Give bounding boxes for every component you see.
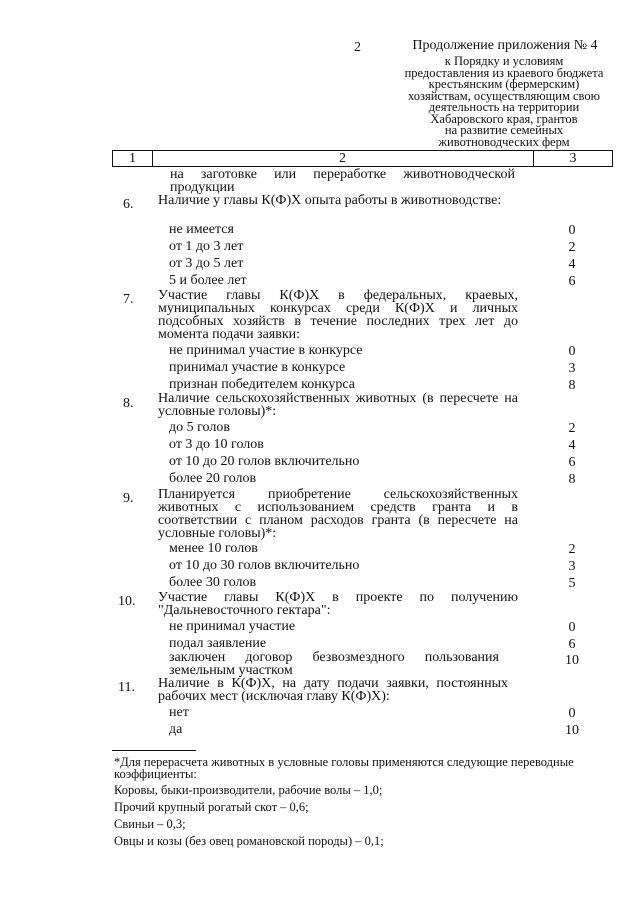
criterion-number: 7. (123, 292, 134, 307)
criterion-number: 11. (118, 680, 135, 695)
footnote-line: Прочий крупный рогатый скот – 0,6; (114, 800, 309, 814)
criterion-title: Наличие в К(Ф)Х, на дату подачи заявки, постоянных рабочих мест (исключая главу К(Ф)Х): (158, 676, 508, 704)
option-score: 4 (568, 438, 576, 453)
option-score: 3 (568, 559, 576, 574)
option-score: 6 (568, 274, 576, 289)
appendix-title: Продолжение приложения № 4 (412, 38, 598, 53)
table-header (112, 150, 613, 167)
appendix-subtitle-line: животноводческих ферм (438, 134, 570, 149)
option-score: 5 (568, 576, 576, 591)
option-score: 0 (568, 706, 576, 721)
option-label: от 3 до 5 лет (169, 256, 244, 271)
criterion-title: Наличие у главы К(Ф)Х опыта работы в животноводстве: (158, 193, 502, 208)
appendix-subtitle-line: Хабаровского края, грантов (430, 111, 578, 126)
criterion-title: Участие главы К(Ф)Х в проекте по получению "Дальневосточного гектара": (158, 590, 518, 618)
option-score: 2 (568, 542, 576, 557)
appendix-subtitle-line: хозяйствам, осуществляющим свою (408, 88, 600, 103)
option-label: подал заявление (169, 636, 267, 651)
option-score: 0 (568, 344, 576, 359)
table-header-col-3: 3 (569, 151, 577, 166)
option-label: не принимал участие в конкурсе (169, 343, 363, 358)
footnote-line: Овцы и козы (без овец романовской породы) – 0,1; (114, 834, 384, 848)
option-label: более 30 голов (169, 575, 257, 590)
table-header-col-2: 2 (339, 151, 346, 166)
page-number: 2 (354, 40, 361, 55)
option-score: 8 (568, 472, 576, 487)
criterion-title: Планируется приобретение сельскохозяйственных животных с использованием средств гранта и в соответствии с планом расходов гранта (в пересчете на условные головы)*: (158, 487, 518, 541)
option-label: 5 и более лет (169, 273, 247, 288)
option-score: 6 (568, 455, 576, 470)
option-score: 0 (568, 223, 576, 238)
option-label: от 3 до 10 голов (169, 437, 264, 452)
option-label: от 1 до 3 лет (169, 239, 244, 254)
option-score: 2 (568, 240, 576, 255)
option-label: менее 10 голов (169, 541, 258, 556)
appendix-subtitle-line: на развитие семейных (444, 123, 564, 137)
appendix-subtitle-line: деятельность на территории (428, 100, 580, 114)
option-label: не принимал участие (169, 619, 296, 634)
criterion-number: 8. (123, 396, 134, 411)
footnote-intro: *Для перерасчета животных в условные головы применяются следующие переводные коэффициенты: (114, 755, 574, 781)
option-label: не имеется (169, 222, 234, 237)
option-score: 3 (568, 361, 576, 376)
option-label: до 5 голов (169, 420, 230, 435)
option-label: да (169, 722, 183, 737)
option-label: признан победителем конкурса (169, 377, 355, 392)
option-label: от 10 до 20 голов включительно (169, 454, 360, 469)
criterion-title: Наличие сельскохозяйственных животных (в пересчете на условные головы)*: (158, 391, 518, 419)
footnote-line: Свиньи – 0,3; (114, 817, 186, 831)
appendix-subtitle (398, 56, 610, 148)
option-label: принимал участие в конкурсе (169, 360, 346, 375)
appendix-subtitle-line: к Порядку и условиям (444, 54, 564, 68)
option-score: 2 (568, 421, 576, 436)
criterion-number: 10. (118, 594, 136, 609)
criterion-number: 9. (123, 491, 134, 506)
appendix-subtitle-line: крестьянским (фермерским) (428, 77, 580, 91)
criterion-title: Участие главы К(Ф)Х в федеральных, краевых, муниципальных конкурсах среди К(Ф)Х и личных подсобных хозяйств в течение последних трех лет до момента подачи заявки: (158, 288, 518, 342)
option-label: заключен договор безвозмездного пользования земельным участком (169, 650, 499, 678)
appendix-subtitle-line: предоставления из краевого бюджета (404, 65, 604, 80)
criterion-number: 6. (123, 197, 134, 212)
option-score: 0 (568, 620, 576, 635)
option-label: более 20 голов (169, 471, 257, 486)
table-header-col-1: 1 (129, 151, 136, 166)
option-score: 6 (568, 637, 576, 652)
continuation-text: на заготовке или переработке животноводческой продукции (170, 167, 515, 195)
option-score: 8 (568, 378, 576, 393)
footnote-separator (112, 750, 196, 751)
option-label: нет (169, 705, 189, 720)
footnote-line: Коровы, быки-производители, рабочие волы – 1,0; (114, 783, 383, 797)
option-score: 4 (568, 257, 576, 272)
option-score: 10 (565, 723, 579, 738)
option-score: 10 (565, 653, 579, 668)
option-label: от 10 до 30 голов включительно (169, 558, 360, 573)
